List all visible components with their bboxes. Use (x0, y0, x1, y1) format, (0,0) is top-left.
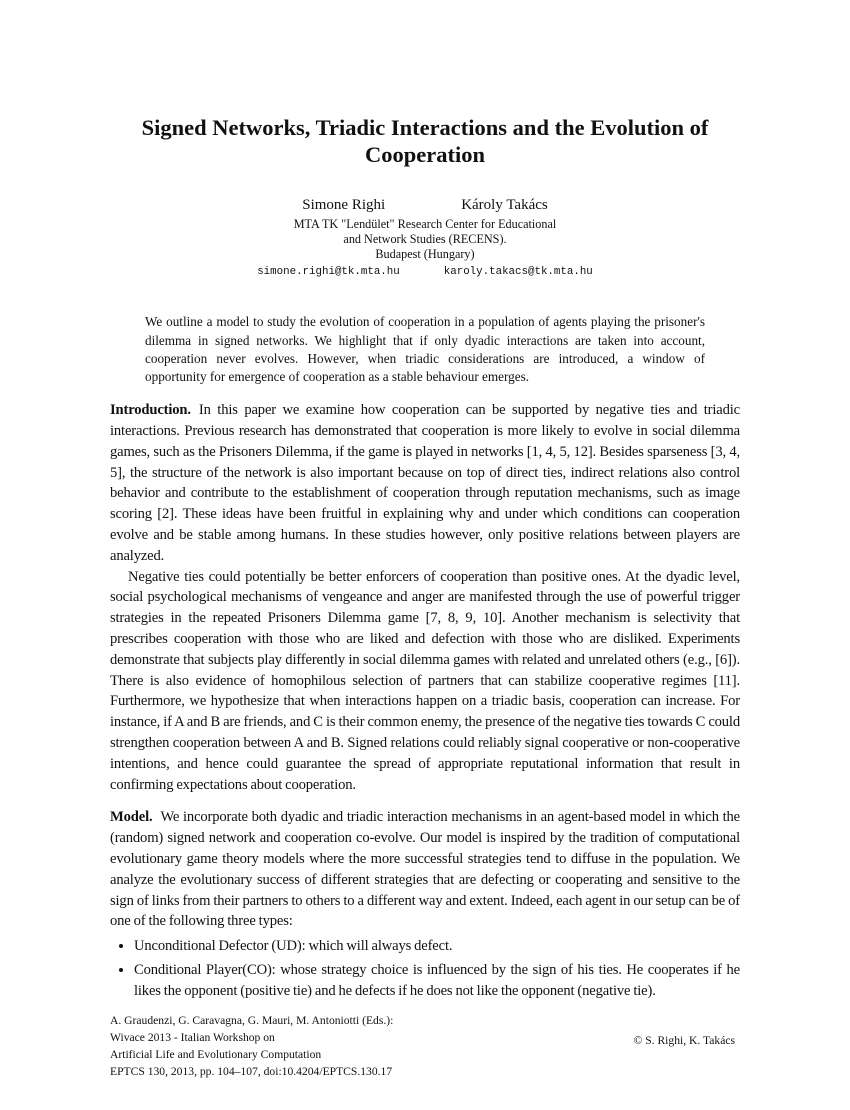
emails (0, 265, 850, 279)
affiliation-line: Budapest (Hungary) (375, 246, 475, 261)
email[interactable]: simone.righi@tk.mta.hu (257, 266, 400, 279)
paragraph: We incorporate both dyadic and triadic interaction mechanisms in an agent-based model in which the (random) signed network and cooperation co-evolve. Our model is inspired by the tradition of computational evolutionary game theory models where the more successful strategies tend to diffuse in the population. We analyze the evolutionary success of different strategies that are defecting or cooperating and sensitive to the sign of links from their partners to others to a different way and extent. Indeed, each agent in our setup can be of one of the following three types: (110, 809, 740, 930)
model-section (110, 807, 740, 1001)
paragraph: In this paper we examine how cooperation can be supported by negative ties and triadic interactions. Previous research has demonstrated that cooperation is more likely to evolve in social dilemma games, such as the Prisoners Dilemma, if the game is played in networks [1, 4, 5, 12]. Besides sparseness [3, 4, 5], the structure of the network is also important because on top of direct ties, indirect relations also control behavior and contribute to the establishment of cooperation through reputation mechanisms, such as image scoring [2]. These ideas have been fruitful in explaining why and under which conditions can cooperation evolve and be stable among humans. In these studies however, only positive relations between players are analyzed. (110, 402, 740, 564)
author-name: Károly Takács (461, 197, 548, 213)
footer-line: Artificial Life and Evolutionary Computation (110, 1047, 322, 1061)
strategy-list (110, 936, 740, 1001)
publication-footer (110, 1012, 393, 1080)
section-heading: Model. (110, 809, 153, 826)
affiliation-line: and Network Studies (RECENS). (343, 231, 507, 246)
page-footer (110, 1012, 740, 1080)
list-item: • Conditional Player(CO): whose strategy choice is influenced by the sign of his ties. He cooperates if he likes the opponent (positive tie) and he defects if he does not like the opponent (negative tie). (134, 960, 740, 1002)
email[interactable]: karoly.takacs@tk.mta.hu (443, 266, 593, 279)
copyright: © S. Righi, K. Takács (633, 1033, 735, 1047)
introduction-section (110, 400, 740, 795)
list-item: • Unconditional Defector (UD): which will always defect. (134, 936, 740, 957)
footer-line: A. Graudenzi, G. Caravagna, G. Mauri, M. Antoniotti (Eds.): (110, 1013, 394, 1027)
affiliation (0, 217, 850, 261)
footer-line: EPTCS 130, 2013, pp. 104–107, doi:10.4204/EPTCS.130.17 (110, 1064, 393, 1078)
paragraph: Negative ties could potentially be better enforcers of cooperation than positive ones. At the dyadic level, social psychological mechanisms of vengeance and anger are manifested through the use of powerful trigger strategies in the repeated Prisoners Dilemma game [7, 8, 9, 10]. Another mechanism is selectivity that prescribes cooperation with those who are liked and defection with those who are disliked. Experiments demonstrate that subjects play differently in social dilemma games with related and unrelated others (e.g., [6]). There is also evidence of homophilous selection of partners that can stabilize cooperative regimes [11]. Furthermore, we hypothesize that when interactions happen on a triadic basis, cooperation can increase. For instance, if A and B are friends, and C is their common enemy, the presence of the negative ties towards C could strengthen cooperation between A and B. Signed relations could reliably signal cooperative or non-cooperative intentions, and hence could guarantee the spread of appropriate reputational information that result in confirming expectations about cooperation. (110, 568, 740, 793)
section-heading: Introduction. (110, 402, 191, 419)
abstract: We outline a model to study the evolution of cooperation in a population of agents playing the prisoner's dilemma in signed networks. We highlight that if only dyadic interactions are taken into account, cooperation never evolves. However, when triadic considerations are introduced, a window of opportunity for emergence of cooperation as a stable behaviour emerges. (145, 314, 705, 384)
affiliation-line: MTA TK "Lendület" Research Center for Educational (293, 217, 557, 231)
authors (0, 196, 850, 214)
paper-title: Signed Networks, Triadic Interactions and the Evolution of Cooperation (141, 115, 709, 167)
author-name: Simone Righi (302, 197, 386, 213)
footer-line: Wivace 2013 - Italian Workshop on (110, 1030, 275, 1044)
